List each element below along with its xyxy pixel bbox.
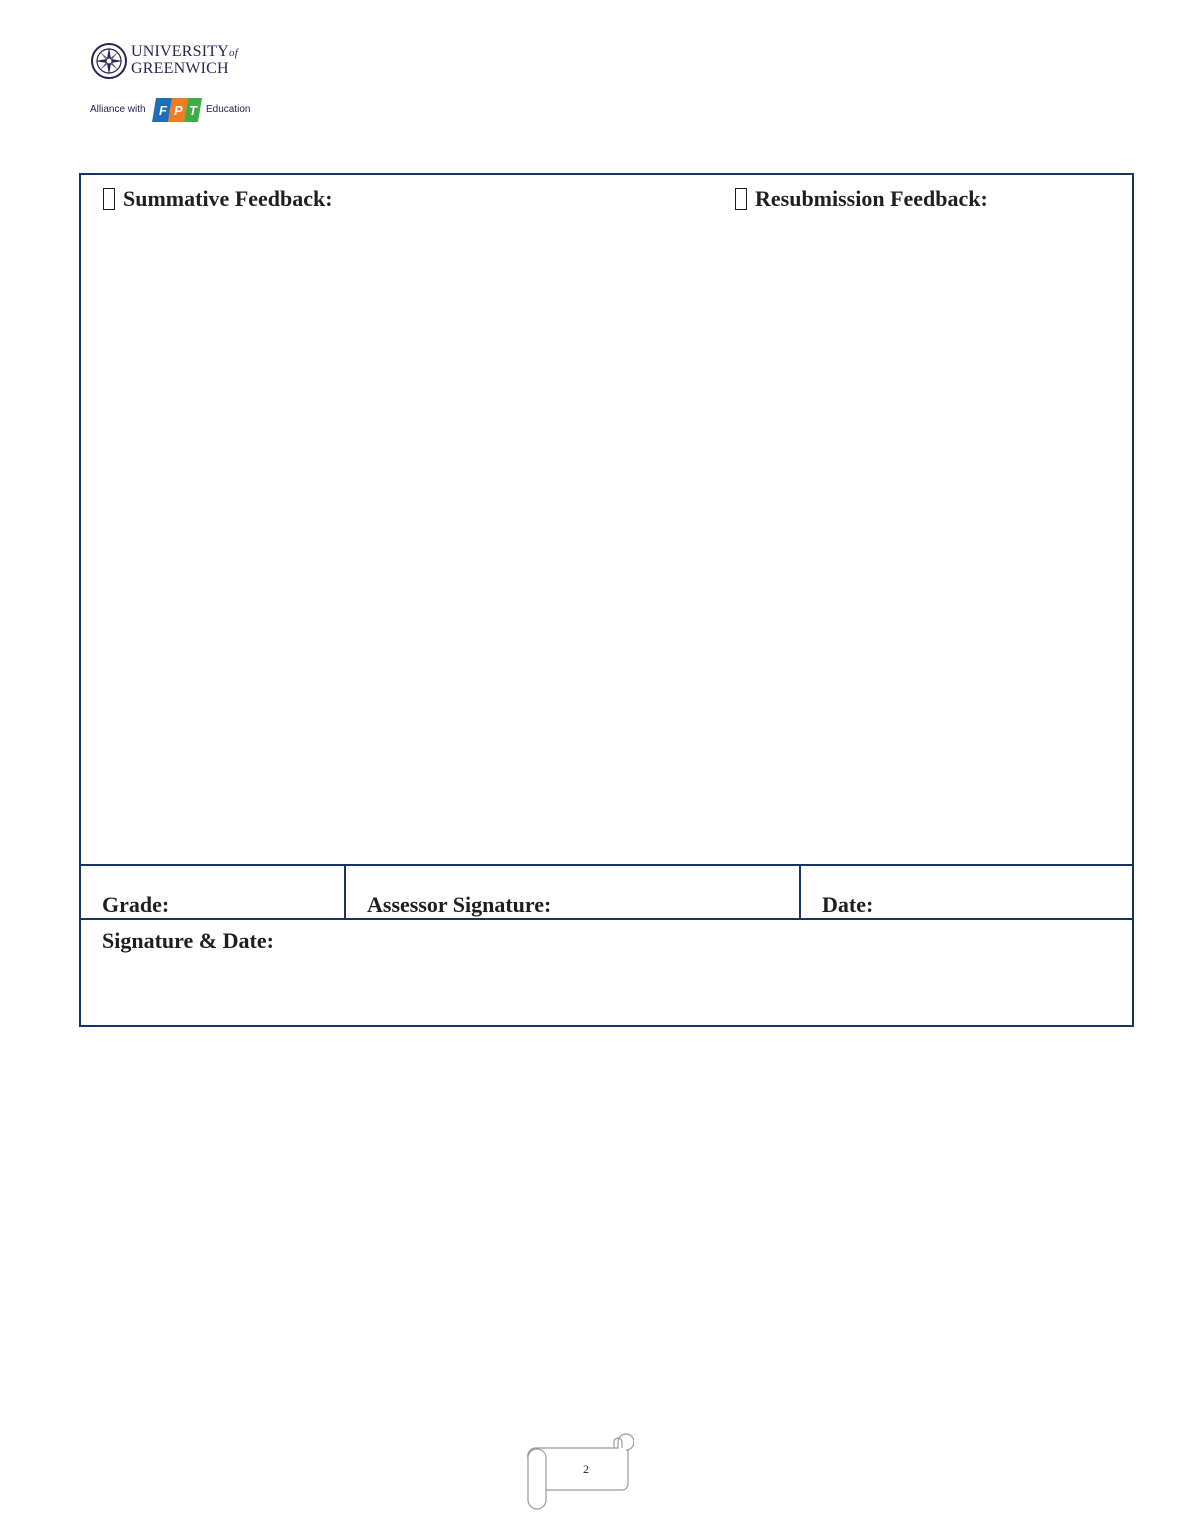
resubmission-feedback-label: Resubmission Feedback:	[755, 186, 988, 211]
summative-feedback-option[interactable]	[103, 186, 333, 212]
page-number-footer	[522, 1428, 634, 1512]
feedback-form-table	[79, 173, 1134, 1027]
svg-text:T: T	[189, 103, 197, 118]
resubmission-checkbox[interactable]	[735, 188, 747, 210]
alliance-prefix: Alliance with	[90, 104, 146, 115]
university-logo	[90, 40, 260, 130]
assessor-signature-label: Assessor Signature:	[367, 892, 552, 917]
feedback-area[interactable]	[81, 175, 1132, 866]
university-seal-icon	[90, 42, 128, 80]
signature-date-label: Signature & Date:	[102, 928, 274, 953]
grade-cell[interactable]	[81, 866, 346, 918]
grade-row	[81, 866, 1132, 920]
signature-date-cell[interactable]	[81, 920, 1132, 1025]
page-number: 2	[583, 1462, 589, 1476]
date-label: Date:	[822, 892, 874, 917]
date-cell[interactable]	[801, 866, 1132, 918]
university-wordmark: UNIVERSITYof GREENWICH	[131, 43, 238, 77]
assessor-signature-cell[interactable]	[346, 866, 801, 918]
alliance-suffix: Education	[206, 104, 251, 115]
svg-text:F: F	[159, 103, 167, 118]
svg-text:P: P	[174, 103, 183, 118]
fpt-logo-icon	[150, 96, 204, 124]
grade-label: Grade:	[102, 892, 170, 917]
alliance-lockup	[90, 96, 260, 126]
resubmission-feedback-option[interactable]	[735, 186, 988, 212]
summative-checkbox[interactable]	[103, 188, 115, 210]
summative-feedback-label: Summative Feedback:	[123, 186, 333, 211]
